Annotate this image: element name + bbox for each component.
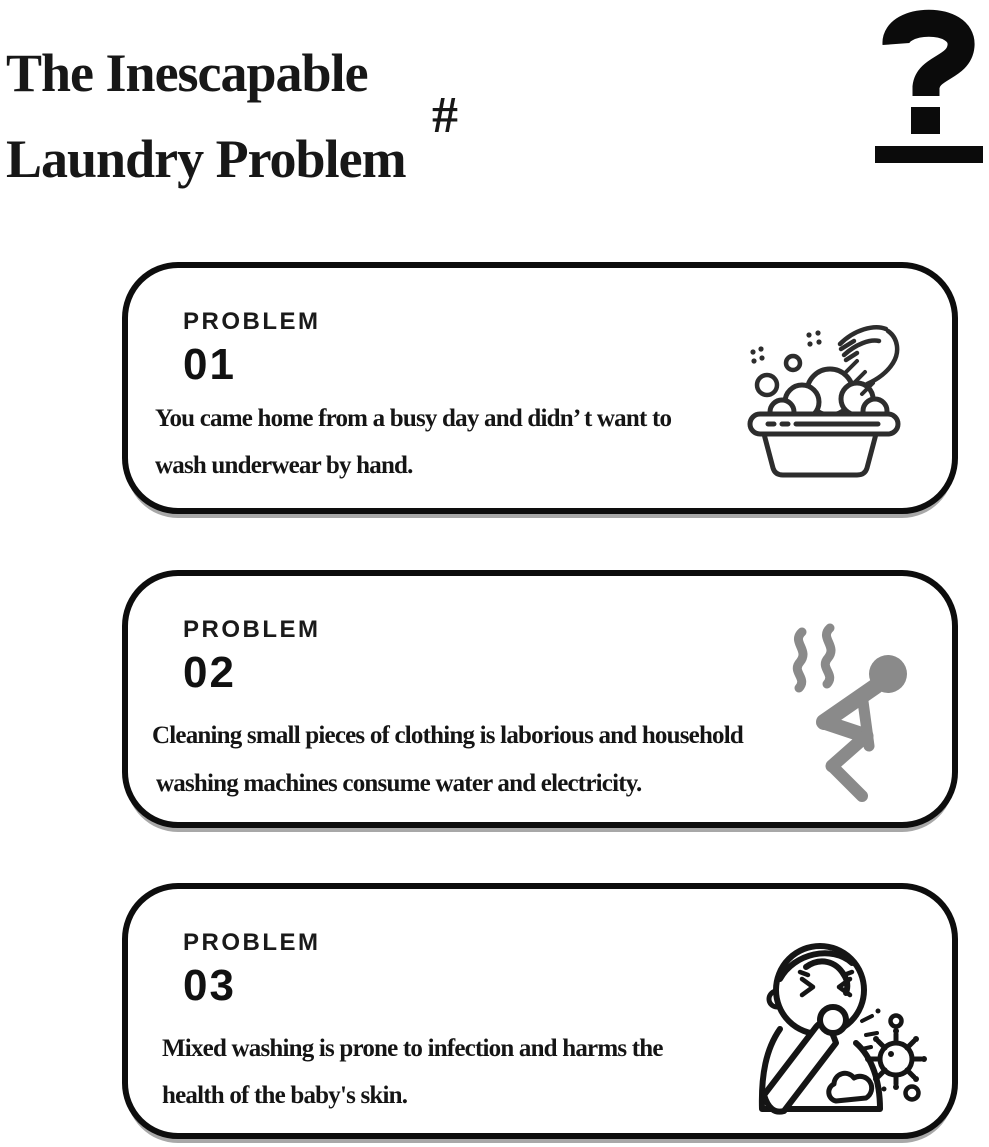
problem-label: PROBLEM [183,616,321,643]
problem-card-1 [122,262,958,514]
problem-label: PROBLEM [183,308,321,335]
problem-number: 02 [183,648,236,697]
problem-text-line: health of the baby's skin. [162,1082,408,1109]
hash-symbol: # [432,87,458,144]
coughing-child-icon [750,923,950,1123]
problem-number: 01 [183,340,236,389]
problem-card-3 [122,883,958,1139]
problem-label: PROBLEM [183,929,321,956]
problem-text-line: Mixed washing is prone to infection and harms the [162,1035,663,1062]
question-mark-icon [870,2,988,168]
tired-person-icon [786,620,920,804]
problem-number: 03 [183,961,236,1010]
page-title-line-1: The Inescapable [6,43,368,103]
problem-text-line: washing machines consume water and electricity. [156,770,642,797]
problem-text-line: wash underwear by hand. [155,452,413,479]
problem-text-line: You came home from a busy day and didn’ t want to [155,405,672,432]
hand-wash-basin-icon [740,322,920,480]
problem-text-line: Cleaning small pieces of clothing is laborious and household [152,722,744,749]
page-title-line-2: Laundry Problem [6,129,406,189]
problem-card-2 [122,570,958,828]
